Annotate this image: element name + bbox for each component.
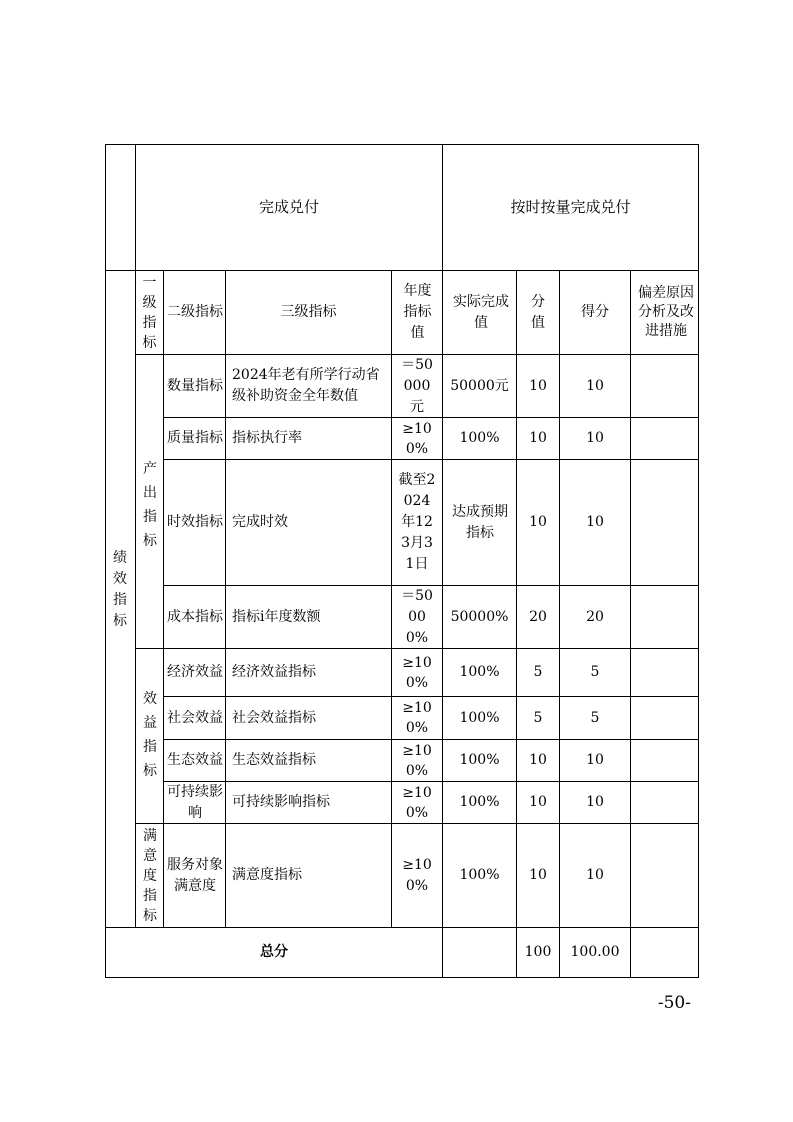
row-actual: 50000元 [450,377,509,394]
row-level3: 指标执行率 [232,430,302,446]
row-level2: 质量指标 [167,430,223,446]
page-number: -50- [657,993,691,1013]
row-level3: 经济效益指标 [232,664,316,680]
row-score: 5 [590,709,600,726]
row-annual: ＝50000% [401,587,433,646]
header-score: 得分 [581,304,609,320]
row-level2: 经济效益 [167,664,223,680]
row-actual: 100% [459,752,500,768]
row-score: 10 [586,752,604,768]
row-level3: 满意度指标 [232,867,302,883]
row-actual: 50000% [450,608,509,625]
row-level3: 社会效益指标 [232,709,316,726]
row-weight: 10 [529,794,547,810]
rule [630,270,631,978]
header-actual: 实际完成值 [453,293,509,331]
row-score: 5 [590,664,600,680]
row-level2: 社会效益 [167,709,223,726]
row-score: 10 [586,514,604,530]
row-level3: 指标i年度数额 [232,608,321,625]
row-weight: 10 [529,514,547,530]
header-deviation: 偏差原因分析及改进措施 [638,285,694,339]
row-weight: 20 [529,608,547,625]
row-actual: 达成预期指标 [452,503,508,541]
group-benefit: 效益指标 [143,691,157,779]
row-weight: 5 [533,709,543,726]
row-score: 10 [586,377,604,394]
row-level2: 可持续影响 [167,783,223,821]
row-annual: ≥100% [402,420,432,457]
row-level3: 可持续影响指标 [232,794,330,810]
total-score: 100.00 [570,944,620,960]
completion-label: 完成兑付 [258,198,319,216]
header-level3: 三级指标 [280,304,337,320]
rule [698,144,699,978]
row-weight: 10 [529,430,547,446]
header-level2: 二级指标 [167,304,223,320]
row-weight: 10 [529,377,547,394]
total-label: 总分 [260,944,288,960]
row-annual: ≥100% [402,654,432,691]
row-annual: ≥100% [402,742,432,779]
row-actual: 100% [459,794,500,810]
row-annual: ≥100% [402,856,432,894]
completion-value: 按时按量完成兑付 [510,198,631,216]
rule [163,270,164,927]
group-output: 产出指标 [143,461,157,549]
row-actual: 100% [459,867,500,883]
row-level2: 生态效益 [167,752,223,768]
row-score: 10 [586,867,604,883]
group-performance: 绩效指标 [113,550,127,629]
row-actual: 100% [459,709,500,726]
total-weight: 100 [524,944,552,960]
row-weight: 10 [529,867,547,883]
row-score: 10 [586,794,604,810]
row-level2: 服务对象满意度 [167,856,223,894]
row-score: 10 [586,430,604,446]
header-annual: 年度指标值 [403,283,432,341]
rule [105,144,106,978]
row-actual: 100% [459,430,500,446]
row-level3: 2024年老有所学行动省级补助资金全年数值 [232,367,380,404]
row-score: 20 [586,608,604,625]
row-actual: 100% [459,664,500,680]
row-annual: 截至2024年123月31日 [398,472,436,572]
row-weight: 5 [533,664,543,680]
row-level2: 时效指标 [167,514,223,530]
header-weight: 分值 [531,293,545,331]
row-annual: ≥100% [402,700,432,736]
row-level2: 成本指标 [167,608,223,625]
group-satisfaction: 满意度指标 [143,827,157,924]
rule [391,270,392,927]
row-weight: 10 [529,752,547,768]
header-level1: 一级指标 [142,274,157,351]
row-annual: ＝50000元 [401,356,433,415]
rule [105,977,699,978]
row-level3: 完成时效 [232,514,288,530]
row-level3: 生态效益指标 [232,752,316,768]
row-annual: ≥100% [402,784,432,821]
row-level2: 数量指标 [167,377,223,394]
